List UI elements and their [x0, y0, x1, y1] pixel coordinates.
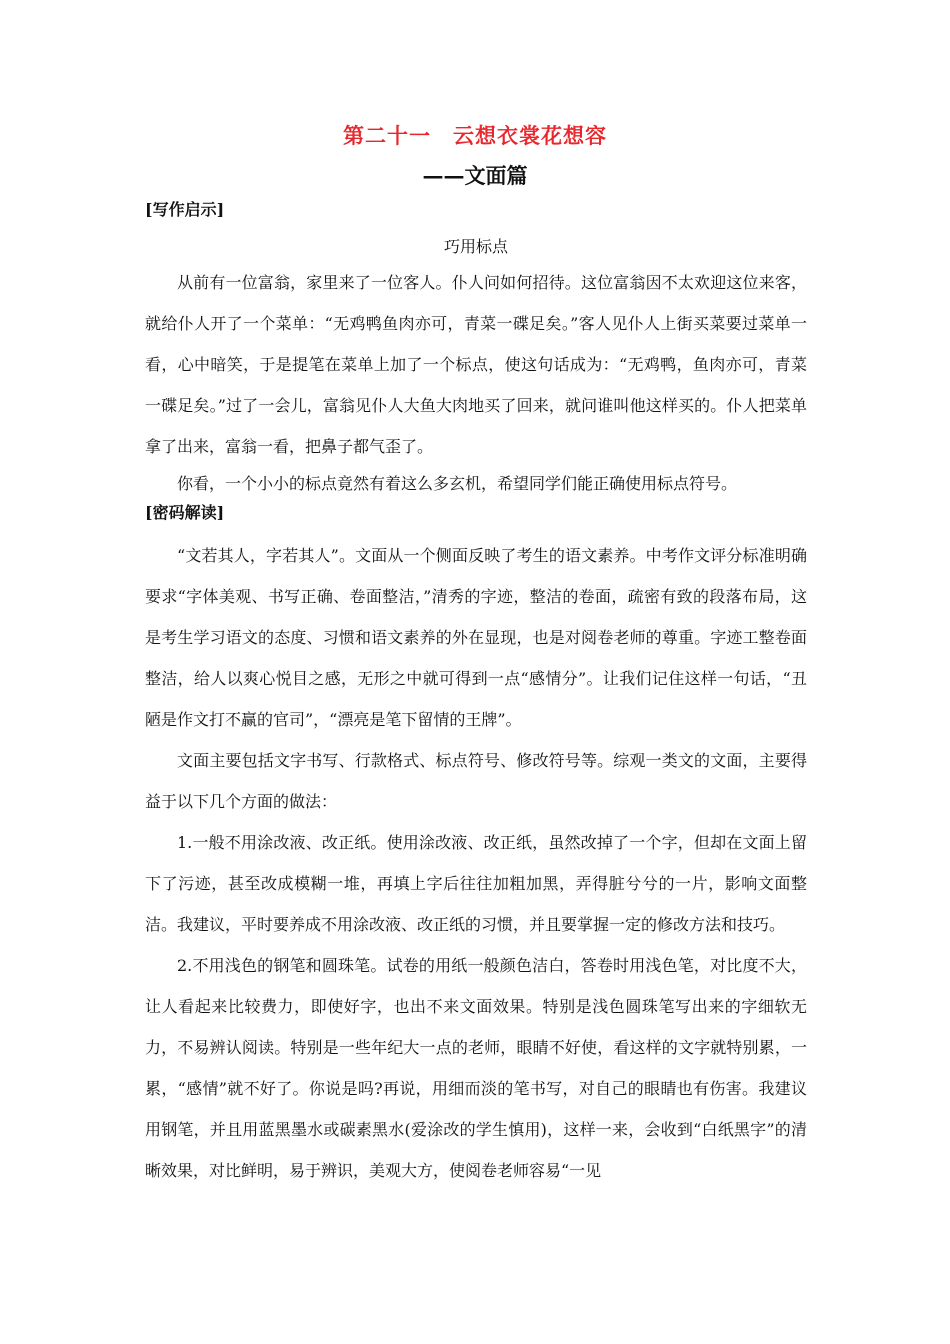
- paragraph: 1.一般不用涂改液、改正纸。使用涂改液、改正纸，虽然改掉了一个字，但却在文面上留下了污迹，甚至改成模糊一堆，再填上字后往往加粗加黑，弄得脏兮兮的一片，影响文面整洁。我建议，平时要养成不用涂改液、改正纸的习惯，并且要掌握一定的修改方法和技巧。: [145, 833, 807, 934]
- paragraph: 文面主要包括文字书写、行款格式、标点符号、修改符号等。综观一类文的文面，主要得益于以下几个方面的做法：: [145, 751, 807, 811]
- paragraph: “文若其人，字若其人”。文面从一个侧面反映了考生的语文素养。中考作文评分标准明确要求“字体美观、书写正确、卷面整洁，”清秀的字迹，整洁的卷面，疏密有致的段落布局，这是考生学习语文的态度、习惯和语文素养的外在显现，也是对阅卷老师的尊重。字迹工整卷面整洁，给人以爽心悦目之感，无形之中就可得到一点“感情分”。让我们记住这样一句话，“丑陋是作文打不赢的官司”，“漂亮是笔下留情的王牌”。: [145, 546, 807, 729]
- paragraph: 你看，一个小小的标点竟然有着这么多玄机，希望同学们能正确使用标点符号。: [177, 474, 738, 493]
- section-subtitle: 巧用标点: [443, 237, 508, 256]
- section-heading-code-interpretation: [密码解读]: [145, 503, 225, 522]
- document-title: 第二十一 云想衣裳花想容: [343, 123, 607, 148]
- paragraph: 2.不用浅色的钢笔和圆珠笔。试卷的用纸一般颜色洁白，答卷时用浅色笔，对比度不大，让人看起来比较费力，即使好字，也出不来文面效果。特别是浅色圆珠笔写出来的字细软无力，不易辨认阅读。特别是一些年纪大一点的老师，眼睛不好使，看这样的文字就特别累，一累，“感情”就不好了。你说是吗?再说，用细而淡的笔书写，对自己的眼睛也有伤害。我建议用钢笔，并且用蓝黑墨水或碳素黑水(爱涂改的学生慎用)，这样一来，会收到“白纸黑字”的清晰效果，对比鲜明，易于辨识，美观大方，使阅卷老师容易“一见: [145, 956, 807, 1180]
- section-heading-writing-inspiration: [写作启示]: [145, 200, 225, 219]
- paragraph: 从前有一位富翁，家里来了一位客人。仆人问如何招待。这位富翁因不太欢迎这位来客，就给仆人开了一个菜单：“无鸡鸭鱼肉亦可，青菜一碟足矣。”客人见仆人上街买菜要过菜单一看，心中暗笑，于是提笔在菜单上加了一个标点，使这句话成为：“无鸡鸭，鱼肉亦可，青菜一碟足矣。”过了一会儿，富翁见仆人大鱼大肉地买了回来，就问谁叫他这样买的。仆人把菜单拿了出来，富翁一看，把鼻子都气歪了。: [145, 273, 807, 456]
- document-subtitle: ——文面篇: [422, 163, 528, 188]
- document-body: [145, 198, 807, 1191]
